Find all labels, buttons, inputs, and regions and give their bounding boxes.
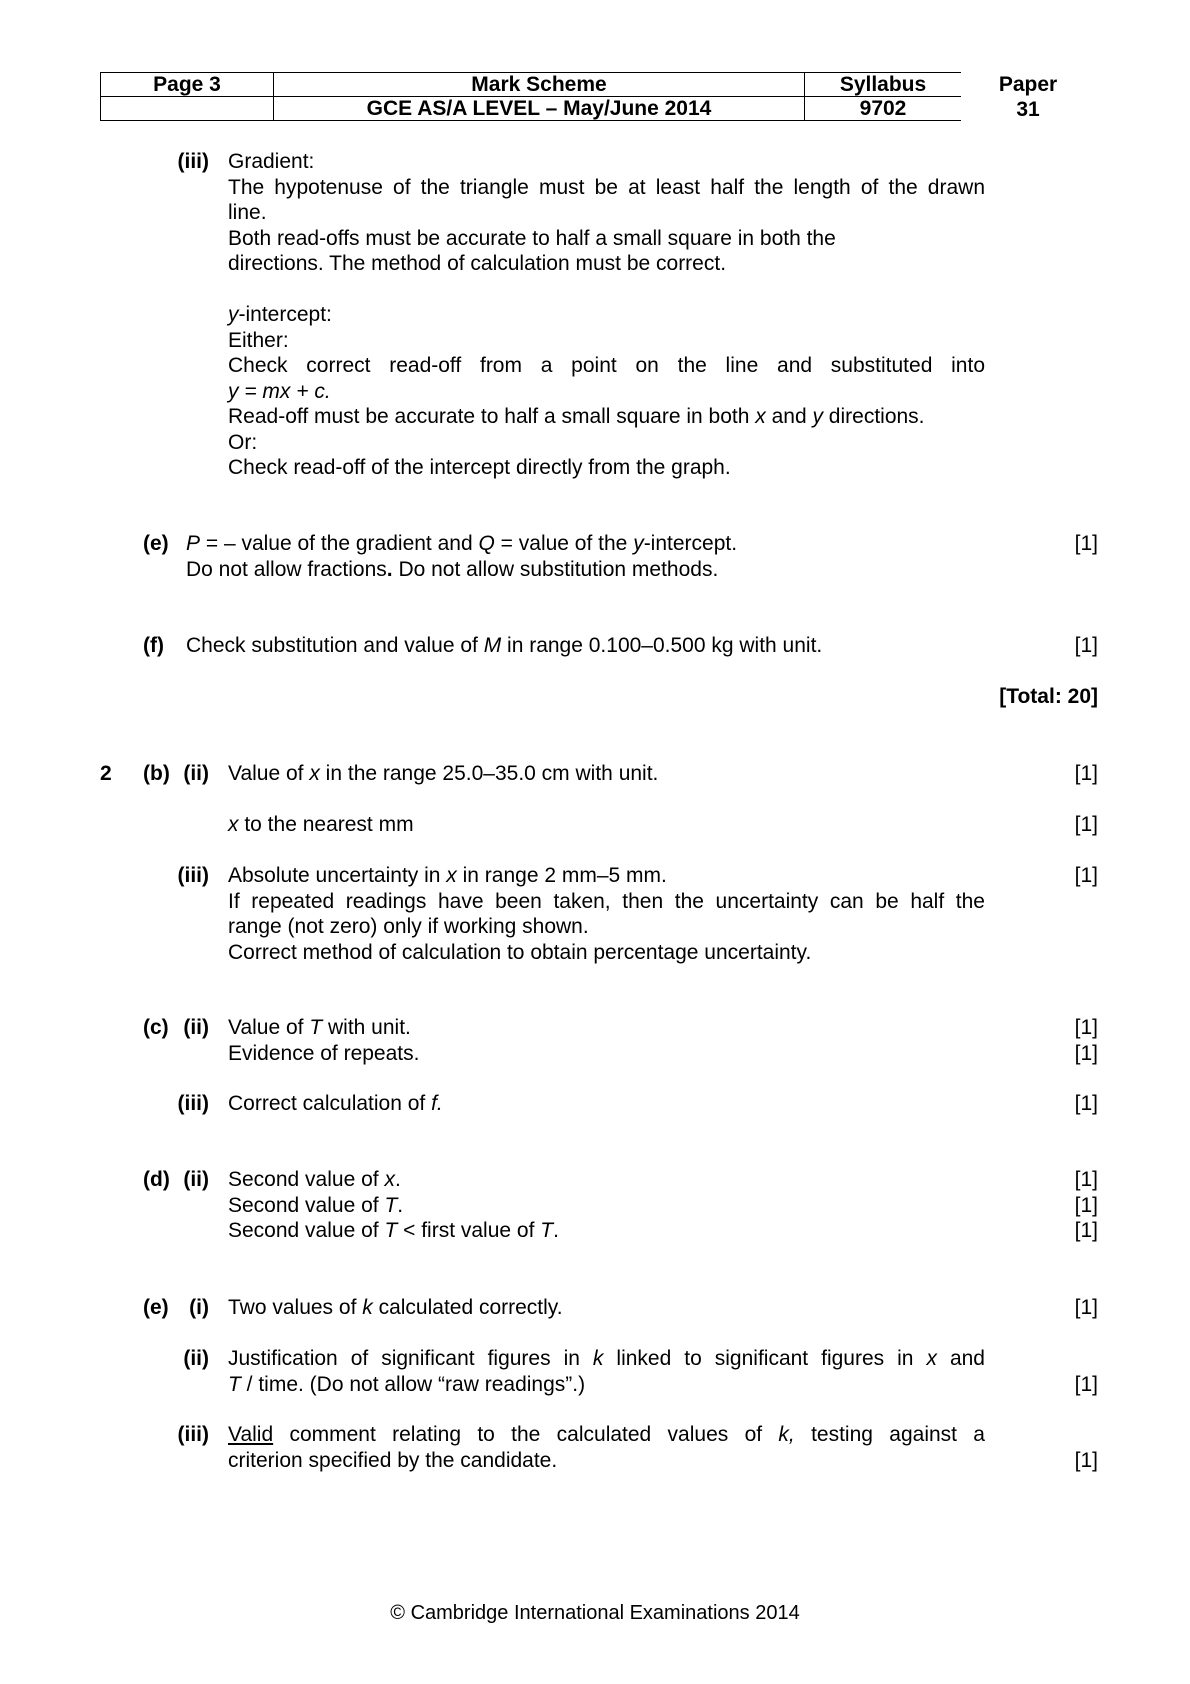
page-label-empty: [101, 97, 274, 121]
mark: [1]: [1074, 864, 1098, 887]
syllabus-value: 9702: [805, 97, 962, 121]
q2-c-label: (c): [143, 1016, 169, 1039]
q2-e-i-label: (i): [189, 1296, 209, 1319]
mark: [1]: [1074, 762, 1098, 785]
q2-d-label: (d): [143, 1168, 170, 1191]
text-line: Second value of T.: [228, 1193, 404, 1217]
text-line: Value of T with unit.: [228, 1016, 411, 1039]
text-line: Absolute uncertainty in x in range 2 mm–5 mm.: [228, 864, 667, 887]
q2-b-ii-text-2: [228, 812, 985, 838]
q1-f-text: [186, 633, 985, 659]
doc-title: Mark Scheme: [274, 73, 805, 97]
q2-e-iii-label: (iii): [177, 1423, 209, 1446]
paper-value: 31: [1016, 98, 1040, 121]
q2-d-ii-label: (ii): [183, 1168, 209, 1191]
paper-cell: [988, 72, 1068, 122]
text-line: directions. The method of calculation must be correct.: [228, 252, 727, 275]
mark: [1]: [1074, 1041, 1098, 1065]
text-line: T / time. (Do not allow “raw readings”.): [228, 1372, 586, 1396]
q1-f-label: (f): [143, 634, 164, 657]
q2-e-ii-text: [228, 1346, 985, 1397]
q2-c-iii-label: (iii): [177, 1092, 209, 1115]
mark: [1]: [1074, 1372, 1098, 1396]
marks: [1075, 1015, 1098, 1066]
q2-c-ii-text: [228, 1015, 985, 1066]
q2-c-ii-label: (ii): [183, 1016, 209, 1039]
mark: [1]: [1074, 1448, 1098, 1472]
page-label: Page 3: [101, 73, 274, 97]
text-line: The hypotenuse of the triangle must be at least half the length of the drawn: [228, 175, 985, 199]
q2-e-i-text: [228, 1295, 985, 1321]
text-line: Evidence of repeats.: [228, 1041, 420, 1065]
q2-e-label: (e): [143, 1296, 169, 1319]
text-line: Correct method of calculation to obtain percentage uncertainty.: [228, 940, 812, 964]
mark: [1]: [1074, 1168, 1098, 1191]
q2-b-label: (b): [143, 762, 170, 785]
mark: [1]: [1074, 1296, 1098, 1319]
doc-subtitle: GCE AS/A LEVEL – May/June 2014: [274, 97, 805, 121]
header-table: [100, 72, 961, 121]
text-line: Valid comment relating to the calculated values of k, testing against a: [228, 1423, 985, 1446]
text-line: P = – value of the gradient and Q = value of the y-intercept.: [186, 532, 738, 555]
q2-e-ii-label: (ii): [183, 1347, 209, 1370]
text-line: range (not zero) only if working shown.: [228, 915, 589, 938]
text-line: line.: [228, 201, 267, 224]
q2-e-iii-text: [228, 1422, 985, 1473]
text-line: Do not allow fractions. Do not allow substitution methods.: [186, 557, 719, 581]
q2-c-iii-text: [228, 1091, 985, 1117]
text-line: Justification of significant figures in k linked to significant figures in x and: [228, 1347, 985, 1370]
mark: [1]: [1074, 532, 1098, 555]
q1-d-iii-label: (iii): [177, 150, 209, 173]
y-intercept-heading: y-intercept:: [228, 303, 332, 326]
marks: [1075, 1167, 1098, 1244]
q2-b-iii-label: (iii): [177, 864, 209, 887]
text-line: Either:: [228, 328, 289, 352]
text-line: Read-off must be accurate to half a small square in both x and y directions.: [228, 405, 925, 428]
text-line: Second value of T < first value of T.: [228, 1219, 559, 1242]
q2-b-iii-text: [228, 863, 985, 965]
text-line: Value of x in the range 25.0–35.0 cm with unit.: [228, 762, 659, 785]
text-line: criterion specified by the candidate.: [228, 1448, 558, 1472]
text-line: Second value of x.: [228, 1168, 401, 1191]
syllabus-label: Syllabus: [805, 73, 962, 97]
q2-b-ii-label: (ii): [183, 762, 209, 785]
q1-e-label: (e): [143, 532, 169, 555]
text-line: Check read-off of the intercept directly from the graph.: [228, 456, 731, 479]
copyright-footer: © Cambridge International Examinations 2014: [390, 1602, 800, 1624]
q1-e-text: [186, 531, 985, 582]
text-line: Two values of k calculated correctly.: [228, 1296, 563, 1319]
text-line: Both read-offs must be accurate to half a small square in both the: [228, 226, 836, 250]
paper-label: Paper: [998, 73, 1058, 96]
q1-d-iii-text: [228, 149, 985, 481]
mark: [1]: [1074, 1016, 1098, 1039]
q2-d-ii-text: [228, 1167, 985, 1244]
mark: [1]: [1074, 1092, 1098, 1115]
total-mark: [Total: 20]: [999, 685, 1098, 708]
text-line: x to the nearest mm: [228, 813, 414, 836]
mark: [1]: [1074, 1193, 1098, 1217]
text-line: Check substitution and value of M in range 0.100–0.500 kg with unit.: [186, 634, 823, 657]
text-line: If repeated readings have been taken, then the uncertainty can be half the: [228, 889, 985, 913]
text-line: y = mx + c.: [228, 379, 331, 403]
gradient-heading: Gradient:: [228, 150, 315, 173]
text-line: Correct calculation of f.: [228, 1092, 443, 1115]
q2-b-ii-text: [228, 761, 985, 787]
mark: [1]: [1074, 813, 1098, 836]
text-line: Or:: [228, 430, 258, 454]
q2-number: 2: [100, 762, 112, 785]
mark: [1]: [1074, 634, 1098, 657]
mark: [1]: [1074, 1219, 1098, 1242]
text-line: Check correct read-off from a point on the line and substituted into: [228, 354, 985, 377]
